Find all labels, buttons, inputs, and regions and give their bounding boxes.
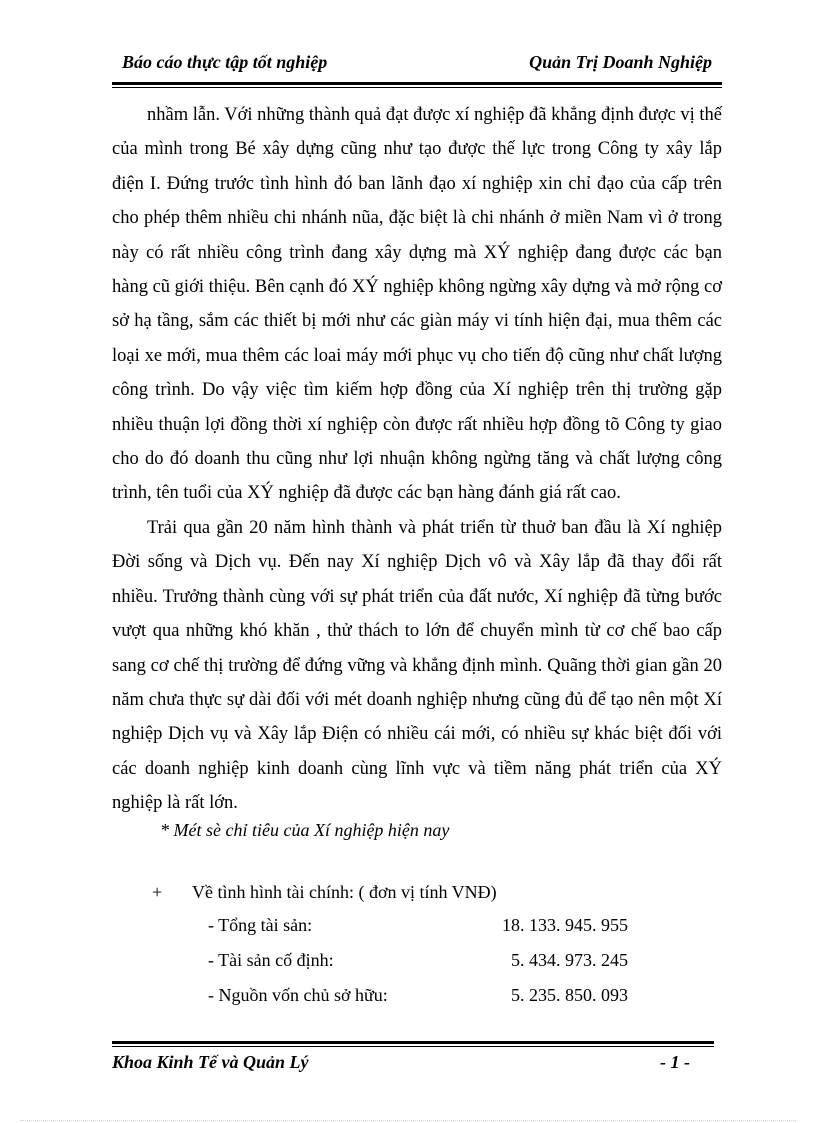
finance-row-label: - Tổng tài sản:	[208, 915, 313, 935]
finance-row-label: - Nguồn vốn chủ sở hữu:	[208, 985, 388, 1005]
finance-row-fixed-assets	[208, 950, 628, 980]
body-text	[112, 98, 722, 821]
plus-bullet: +	[152, 882, 163, 902]
finance-row-value: 5. 434. 973. 245	[511, 950, 628, 970]
footer-rule-thin	[112, 1046, 714, 1047]
page-edge-divider	[20, 1120, 796, 1121]
finance-row-equity	[208, 985, 628, 1015]
footer-faculty: Khoa Kinh Tế và Quản Lý	[112, 1052, 309, 1072]
finance-row-label: - Tài sản cố định:	[208, 950, 334, 970]
finance-row-value: 5. 235. 850. 093	[511, 985, 628, 1005]
header-rule-thin	[112, 87, 722, 88]
page-number: - 1 -	[660, 1052, 690, 1072]
finance-row-total-assets	[208, 915, 628, 945]
header-report-title: Báo cáo thực tập tốt nghiệp	[122, 52, 328, 72]
paragraph-2: Trải qua gần 20 năm hình thành và phát triển từ thuở ban đầu là Xí nghiệp Đời sống và Dịch vụ. Đến nay Xí nghiệp Dịch vô và Xây lắp đã thay đổi rất nhiều. Trưởng thành cùng với sự phát triển của đất nước, Xí nghiệp đã từng bước vượt qua những khó khăn , thử thách to lớn để chuyển mình từ cơ chế bao cấp sang cơ chế thị trường để đứng vững và khẳng định mình. Quãng thời gian gần 20 năm chưa thực sự dài đối với mét doanh nghiệp nhưng cũng đủ để tạo nên một Xí nghiệp Dịch vụ và Xây lắp Điện có nhiều cái mới, có nhiều sự khác biệt đối với các doanh nghiệp kinh doanh cùng lĩnh vực và tiềm năng phát triển của XÝ nghiệp là rất lớn.	[112, 517, 722, 814]
page-header	[112, 50, 722, 80]
header-rule-thick	[112, 82, 722, 85]
finance-title: Về tình hình tài chính: ( đơn vị tính VNĐ)	[192, 882, 497, 902]
indicators-subheading: * Mét sè chỉ tiêu của Xí nghiệp hiện nay	[160, 820, 450, 840]
finance-heading	[152, 882, 497, 903]
footer-rule-thick	[112, 1041, 714, 1044]
finance-row-value: 18. 133. 945. 955	[502, 915, 628, 935]
header-subject: Quản Trị Doanh Nghiệp	[529, 52, 712, 72]
page-footer	[112, 1052, 690, 1082]
paragraph-1: nhầm lẫn. Với những thành quả đạt được xí nghiệp đã khẳng định được vị thế của mình trong Bé xây dựng cũng như tạo được thế lực trong Công ty xây lắp điện I. Đứng trước tình hình đó ban lãnh đạo xí nghiệp xin chỉ đạo của cấp trên cho phép thêm nhiều chi nhánh nũa, đặc biệt là chi nhánh ở miền Nam vì ở trong này có rất nhiều công trình đang xây dựng mà XÝ nghiệp đang được các bạn hàng cũ giới thiệu. Bên cạnh đó XÝ nghiệp không ngừng xây dựng và mở rộng cơ sở hạ tầng, sắm các thiết bị mới như các giàn máy vi tính hiện đại, mua thêm các loại xe mới, mua thêm các loai máy mới phục vụ cho tiến độ cũng như chất lượng công trình. Do vậy việc tìm kiếm hợp đồng của Xí nghiệp trên thị trường gặp nhiều thuận lợi đồng thời xí nghiệp còn được rất nhiều hợp đồng tõ Công ty giao cho do đó doanh thu cũng như lợi nhuận không ngừng tăng và chất lượng công trình, tên tuổi của XÝ nghiệp đã được các bạn hàng đánh giá rất cao.	[112, 105, 722, 504]
